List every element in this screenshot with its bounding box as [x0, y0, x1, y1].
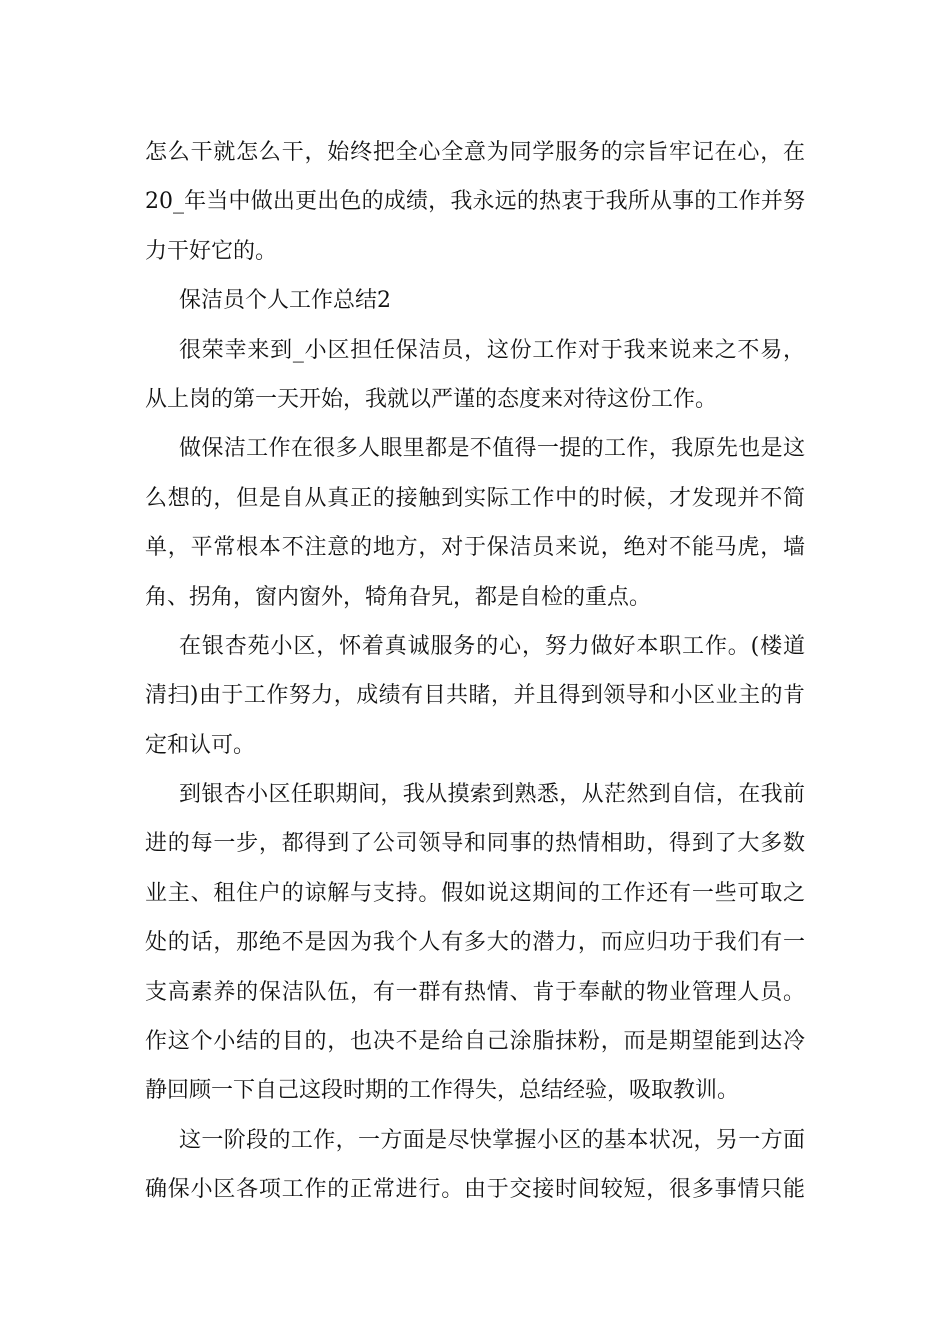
text-line: 这一阶段的工作，一方面是尽快掌握小区的基本状况，另一方面 — [179, 1127, 805, 1153]
text-line: 作这个小结的目的，也决不是给自己涂脂抹粉，而是期望能到达冷 — [145, 1029, 805, 1055]
text-line: 在银杏苑小区，怀着真诚服务的心，努力做好本职工作。(楼道 — [179, 633, 805, 659]
section-heading: 保洁员个人工作总结2 — [179, 288, 391, 314]
text-line: 从上岗的第一天开始，我就以严谨的态度来对待这份工作。 — [145, 386, 718, 412]
text-line: 定和认可。 — [145, 732, 256, 758]
text-line: 力干好它的。 — [145, 238, 278, 264]
text-line: 很荣幸来到_小区担任保洁员，这份工作对于我来说来之不易， — [179, 337, 805, 363]
text-line: 20_年当中做出更出色的成绩，我永远的热衷于我所从事的工作并努 — [145, 189, 805, 215]
text-line: 进的每一步，都得到了公司领导和同事的热情相助，得到了大多数 — [145, 831, 805, 857]
text-line: 处的话，那绝不是因为我个人有多大的潜力，而应归功于我们有一 — [145, 930, 805, 956]
text-line: 么想的，但是自从真正的接触到实际工作中的时候，才发现并不简 — [145, 485, 805, 511]
text-line: 做保洁工作在很多人眼里都是不值得一提的工作，我原先也是这 — [179, 436, 805, 462]
text-line: 确保小区各项工作的正常进行。由于交接时间较短，很多事情只能 — [145, 1177, 805, 1203]
document-page — [145, 128, 805, 1215]
text-line: 静回顾一下自己这段时期的工作得失，总结经验，吸取教训。 — [145, 1078, 740, 1104]
text-line: 到银杏小区任职期间，我从摸索到熟悉，从茫然到自信，在我前 — [179, 782, 805, 808]
text-line: 支高素养的保洁队伍，有一群有热情、肯于奉献的物业管理人员。 — [145, 979, 805, 1005]
text-line: 单，平常根本不注意的地方，对于保洁员来说，绝对不能马虎，墙 — [145, 535, 805, 561]
text-line: 怎么干就怎么干，始终把全心全意为同学服务的宗旨牢记在心，在 — [145, 140, 805, 165]
text-line: 角、拐角，窗内窗外，犄角旮旯，都是自检的重点。 — [145, 584, 652, 610]
text-line: 业主、租住户的谅解与支持。假如说这期间的工作还有一些可取之 — [145, 880, 805, 906]
text-line: 清扫)由于工作努力，成绩有目共睹，并且得到领导和小区业主的肯 — [145, 683, 805, 709]
